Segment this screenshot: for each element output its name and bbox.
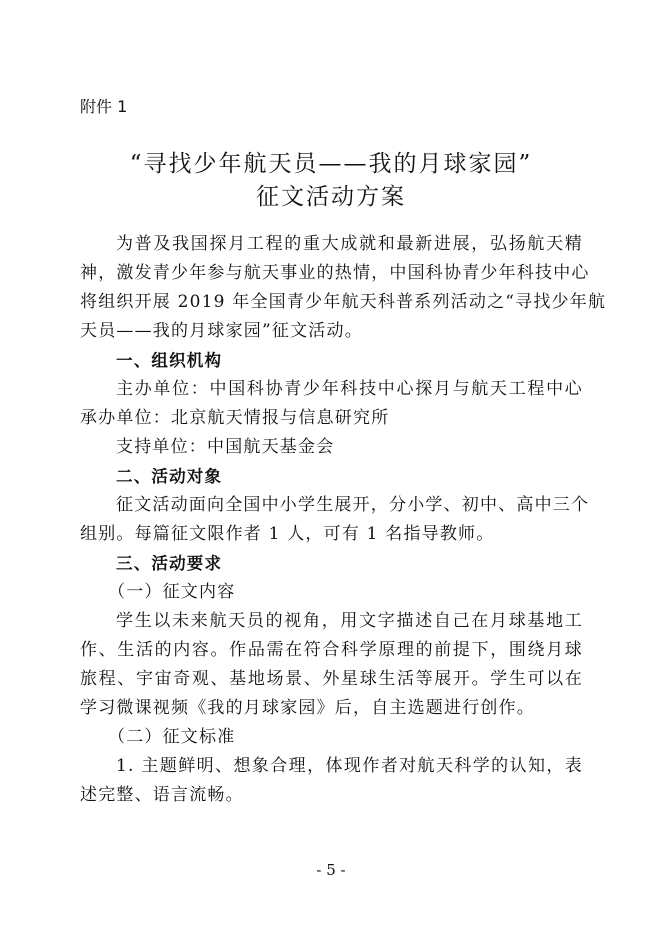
page-number: - 5 - (316, 861, 346, 879)
paragraph-line: 主办单位：中国科协青少年科技中心探月与航天工程中心 (116, 379, 583, 399)
paragraph-line: 将组织开展 2019 年全国青少年航天科普系列活动之“寻找少年航 (80, 292, 607, 312)
paragraph-line: 天员——我的月球家园”征文活动。 (80, 321, 363, 341)
paragraph-line: 征文活动面向全国中小学生展开，分小学、初中、高中三个 (116, 495, 590, 515)
attachment-label: 附件 1 (80, 97, 128, 116)
paragraph-line: 为普及我国探月工程的重大成就和最新进展，弘扬航天精 (116, 234, 583, 254)
paragraph-line: 学生以未来航天员的视角，用文字描述自己在月球基地工 (116, 611, 583, 631)
paragraph-line: 述完整、语言流畅。 (80, 785, 244, 805)
subsection-heading: （二）征文标准 (108, 727, 236, 747)
paragraph-line: 组别。每篇征文限作者 1 人，可有 1 名指导教师。 (80, 524, 495, 544)
paragraph-line: 学习微课视频《我的月球家园》后，自主选题进行创作。 (80, 698, 535, 718)
paragraph-line: 作、生活的内容。作品需在符合科学原理的前提下，围绕月球 (80, 640, 583, 660)
document-subtitle: 征文活动方案 (256, 184, 406, 210)
section-heading: 三、活动要求 (116, 554, 223, 573)
paragraph-line: 旅程、宇宙奇观、基地场景、外星球生活等展开。学生可以在 (80, 669, 583, 689)
section-heading: 一、组织机构 (116, 351, 223, 370)
paragraph-line: 神，激发青少年参与航天事业的热情，中国科协青少年科技中心 (80, 263, 590, 283)
paragraph-line: 1. 主题鲜明、想象合理，体现作者对航天科学的认知，表 (116, 756, 583, 776)
section-heading: 二、活动对象 (116, 467, 223, 486)
document-body (80, 230, 607, 810)
subsection-heading: （一）征文内容 (108, 582, 236, 602)
paragraph-line: 支持单位：中国航天基金会 (116, 437, 335, 457)
paragraph-line: 承办单位：北京航天情报与信息研究所 (80, 408, 390, 428)
document-title: “寻找少年航天员——我的月球家园” (129, 151, 533, 177)
